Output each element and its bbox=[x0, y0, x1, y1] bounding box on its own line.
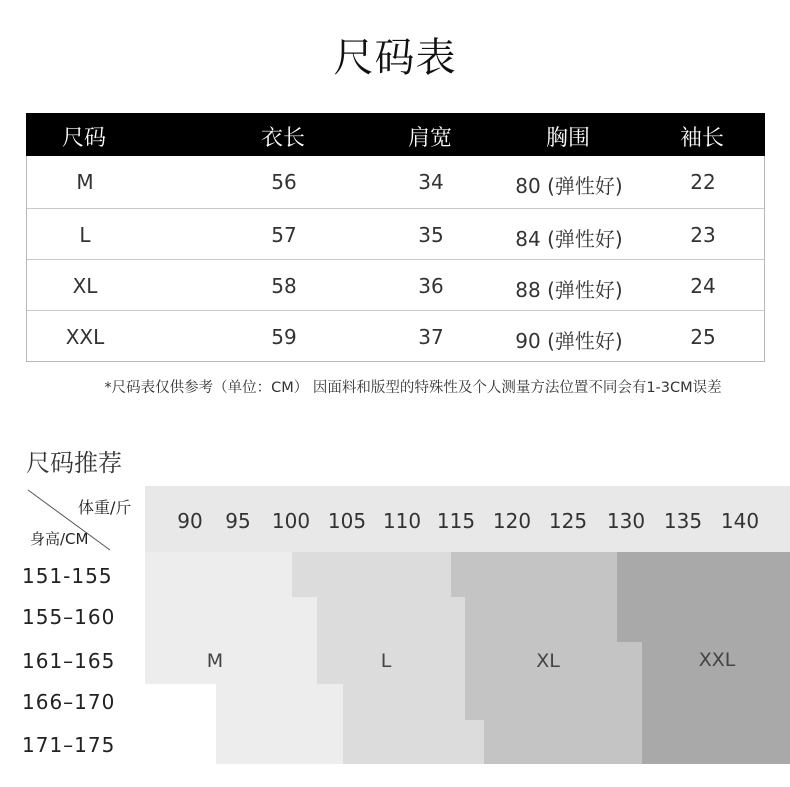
zone-l-block bbox=[465, 720, 484, 764]
weight-header-row bbox=[0, 486, 790, 552]
weight-value: 100 bbox=[271, 509, 311, 533]
cell-sleeve: 25 bbox=[690, 325, 716, 349]
zone-label-xl: XL bbox=[536, 650, 560, 672]
table-row bbox=[27, 310, 764, 362]
zone-label-xxl: XXL bbox=[698, 649, 736, 671]
zone-m-block bbox=[292, 597, 317, 684]
weight-value: 115 bbox=[436, 509, 476, 533]
height-range: 166–170 bbox=[22, 690, 116, 714]
table-row bbox=[27, 156, 764, 207]
cell-length: 59 bbox=[271, 325, 297, 349]
weight-value: 90 bbox=[177, 509, 203, 533]
weight-value: 120 bbox=[492, 509, 532, 533]
zone-m-block bbox=[292, 684, 343, 764]
weight-value: 95 bbox=[225, 509, 251, 533]
weight-value: 135 bbox=[663, 509, 703, 533]
cell-size: M bbox=[76, 170, 94, 194]
cell-chest: 88 (弹性好) bbox=[515, 278, 623, 302]
weight-value: 125 bbox=[548, 509, 588, 533]
column-header-size: 尺码 bbox=[61, 126, 107, 151]
zone-l-block bbox=[292, 552, 451, 597]
height-range: 161–165 bbox=[22, 649, 116, 673]
weight-value: 140 bbox=[720, 509, 760, 533]
cell-size: XXL bbox=[65, 325, 105, 349]
table-row bbox=[27, 259, 764, 311]
table-header bbox=[26, 113, 765, 156]
cell-length: 57 bbox=[271, 223, 297, 247]
cell-size: L bbox=[79, 223, 91, 247]
column-header-length: 衣长 bbox=[260, 126, 306, 151]
zone-xxl-block bbox=[617, 552, 790, 642]
page-title: 尺码表 bbox=[333, 35, 457, 81]
zone-label-l: L bbox=[380, 650, 392, 672]
height-axis-label: 身高/CM bbox=[30, 530, 89, 548]
weight-axis-label: 体重/斤 bbox=[78, 498, 132, 517]
zone-xl-block bbox=[465, 597, 617, 764]
cell-chest: 80 (弹性好) bbox=[515, 174, 623, 198]
cell-shoulder: 36 bbox=[418, 274, 444, 298]
zone-m-block bbox=[216, 684, 292, 764]
cell-sleeve: 24 bbox=[690, 274, 716, 298]
cell-sleeve: 22 bbox=[690, 170, 716, 194]
cell-length: 56 bbox=[271, 170, 297, 194]
zone-xl-block bbox=[617, 642, 642, 764]
weight-value: 110 bbox=[382, 509, 422, 533]
size-recommendation-grid bbox=[145, 552, 790, 764]
weight-value: 130 bbox=[606, 509, 646, 533]
column-header-sleeve: 袖长 bbox=[679, 126, 725, 151]
height-range: 155–160 bbox=[22, 605, 116, 629]
cell-size: XL bbox=[72, 274, 98, 298]
size-chart-table bbox=[26, 113, 765, 362]
cell-length: 58 bbox=[271, 274, 297, 298]
height-range: 151-155 bbox=[22, 564, 113, 588]
cell-sleeve: 23 bbox=[690, 223, 716, 247]
cell-chest: 90 (弹性好) bbox=[515, 329, 623, 353]
column-header-chest: 胸围 bbox=[545, 126, 591, 151]
size-note: *尺码表仅供参考（单位：CM） 因面料和版型的特殊性及个人测量方法位置不同会有1-3CM误差 bbox=[104, 380, 722, 396]
cell-shoulder: 34 bbox=[418, 170, 444, 194]
cell-shoulder: 37 bbox=[418, 325, 444, 349]
weight-value: 105 bbox=[327, 509, 367, 533]
zone-label-m: M bbox=[206, 650, 224, 672]
height-range: 171–175 bbox=[22, 733, 116, 757]
table-row bbox=[27, 208, 764, 260]
cell-shoulder: 35 bbox=[418, 223, 444, 247]
cell-chest: 84 (弹性好) bbox=[515, 227, 623, 251]
corner-cell bbox=[0, 486, 145, 552]
empty-block bbox=[145, 684, 216, 764]
recommend-title: 尺码推荐 bbox=[26, 449, 122, 477]
zone-xl-block bbox=[451, 552, 617, 597]
column-header-shoulder: 肩宽 bbox=[407, 126, 453, 151]
